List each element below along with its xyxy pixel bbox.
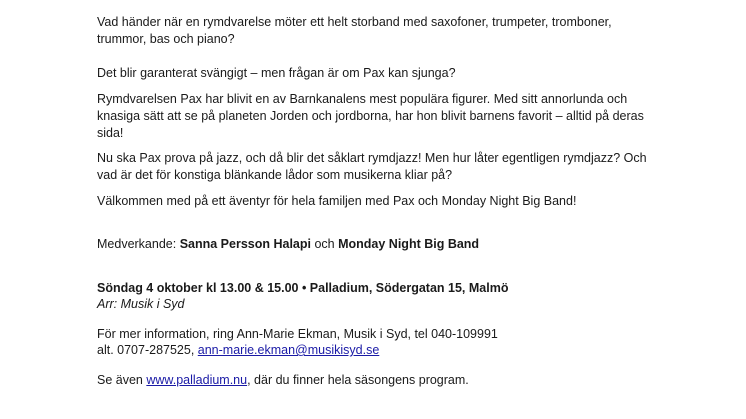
contact-email-link[interactable]: ann-marie.ekman@musikisyd.se bbox=[197, 343, 380, 357]
more-prefix: Se även bbox=[97, 373, 147, 387]
contact-phone: alt. 0707-287525, bbox=[97, 343, 198, 357]
more-info-line bbox=[97, 372, 657, 389]
intro-paragraph: Vad händer när en rymdvarelse möter ett helt storband med saxofoner, trumpeter, tromboner, trummor, bas och piano? bbox=[97, 15, 612, 46]
credits-label: Medverkande: bbox=[97, 237, 180, 251]
credits-artist-2: Monday Night Big Band bbox=[338, 237, 480, 251]
credits-joiner: och bbox=[311, 237, 339, 251]
pax-paragraph: Rymdvarelsen Pax har blivit en av Barnkanalens mest populära figurer. Med sitt annorlunda och knasiga sätt att se på planeten Jorden och jordborna, har hon blivit barnens favorit – alltid på deras sida! bbox=[97, 92, 644, 140]
more-suffix: , där du finner hela säsongens program. bbox=[247, 373, 469, 387]
contact-line-2 bbox=[97, 342, 657, 359]
event-arranger: Arr: Musik i Syd bbox=[97, 297, 185, 311]
jazz-paragraph: Nu ska Pax prova på jazz, och då blir det såklart rymdjazz! Men hur låter egentligen rymdjazz? Och vad är det för konstiga blänkande lådor som musikerna kliar på? bbox=[97, 151, 647, 182]
credits-line bbox=[97, 236, 657, 253]
event-date-venue: Söndag 4 oktober kl 13.00 & 15.00 • Palladium, Södergatan 15, Malmö bbox=[97, 281, 509, 295]
hook-paragraph: Det blir garanterat svängigt – men frågan är om Pax kan sjunga? bbox=[97, 66, 456, 80]
welcome-paragraph: Välkommen med på ett äventyr för hela familjen med Pax och Monday Night Big Band! bbox=[97, 194, 577, 208]
palladium-website-link[interactable]: www.palladium.nu bbox=[146, 373, 248, 387]
credits-artist-1: Sanna Persson Halapi bbox=[179, 237, 311, 251]
contact-line-1: För mer information, ring Ann-Marie Ekman, Musik i Syd, tel 040-109991 bbox=[97, 327, 498, 341]
